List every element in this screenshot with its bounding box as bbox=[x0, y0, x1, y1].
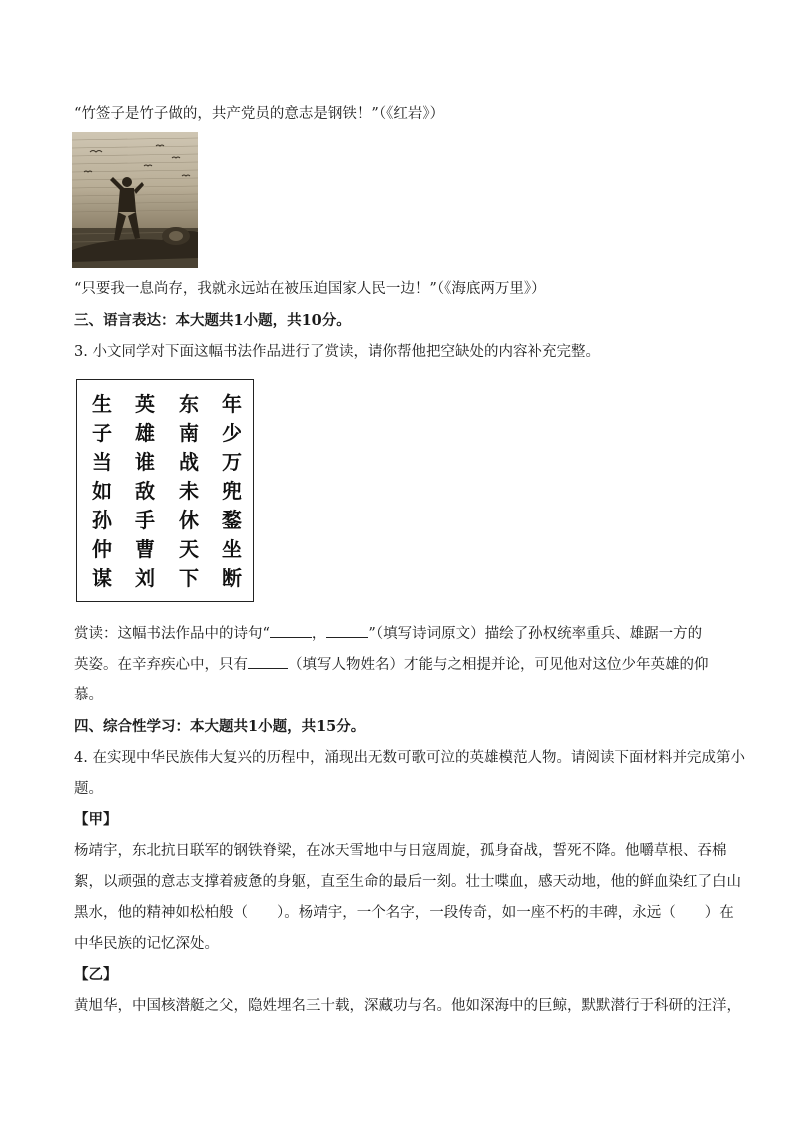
calligraphy-char: 如 bbox=[92, 479, 112, 503]
section3-heading: 三、语言表达：本大题共1小题，共10分。 bbox=[74, 312, 351, 329]
calligraphy-char: 谁 bbox=[135, 450, 155, 474]
calligraphy-char: 鍪 bbox=[222, 508, 242, 532]
calligraphy-char: 下 bbox=[179, 566, 199, 590]
calligraphy-char: 仲 bbox=[92, 537, 112, 561]
calligraphy-char: 子 bbox=[92, 421, 112, 445]
submarine-illustration bbox=[72, 132, 198, 268]
calligraphy-char: 南 bbox=[179, 421, 199, 445]
calligraphy-char: 当 bbox=[92, 450, 112, 474]
question-4-line-2: 题。 bbox=[74, 781, 103, 797]
appreciation-text: （填写人物姓名）才能与之相提并论，可见他对这位少年英雄的仰 bbox=[288, 657, 709, 673]
material-jia-line: 中华民族的记忆深处。 bbox=[74, 936, 219, 952]
answer-blank-1[interactable] bbox=[270, 623, 312, 638]
answer-blank-3[interactable] bbox=[248, 654, 288, 669]
calligraphy-artwork bbox=[76, 379, 254, 602]
calligraphy-char: 断 bbox=[222, 566, 242, 590]
calligraphy-char: 雄 bbox=[135, 421, 155, 445]
appreciation-line-1 bbox=[74, 623, 724, 644]
appreciation-text: 赏读：这幅书法作品中的诗句“ bbox=[74, 626, 270, 642]
calligraphy-char: 兜 bbox=[222, 479, 242, 503]
calligraphy-char: 英 bbox=[135, 392, 155, 416]
question-4-line-1: 4. 在实现中华民族伟大复兴的历程中，涌现出无数可歌可泣的英雄模范人物。请阅读下面材料并完成第小 bbox=[74, 750, 745, 766]
appreciation-text: ”（填写诗词原文）描绘了孙权统率重兵、雄踞一方的 bbox=[368, 626, 703, 642]
appreciation-text: 英姿。在辛弃疾心中，只有 bbox=[74, 657, 248, 673]
calligraphy-char: 坐 bbox=[222, 537, 242, 561]
calligraphy-char: 敌 bbox=[135, 479, 155, 503]
calligraphy-char: 战 bbox=[179, 450, 199, 474]
appreciation-line-3: 慕。 bbox=[74, 687, 103, 703]
calligraphy-column-2 bbox=[177, 390, 201, 593]
calligraphy-char: 少 bbox=[222, 421, 242, 445]
calligraphy-column-1 bbox=[220, 390, 244, 593]
material-yi-label: 【乙】 bbox=[74, 966, 118, 983]
material-jia-label: 【甲】 bbox=[74, 811, 118, 828]
calligraphy-char: 谋 bbox=[92, 566, 112, 590]
answer-blank-2[interactable] bbox=[326, 623, 368, 638]
calligraphy-char: 刘 bbox=[135, 566, 155, 590]
calligraphy-char: 生 bbox=[92, 392, 112, 416]
question-3: 3. 小文同学对下面这幅书法作品进行了赏读，请你帮他把空缺处的内容补充完整。 bbox=[74, 344, 600, 360]
appreciation-line-2 bbox=[74, 654, 724, 675]
calligraphy-char: 曹 bbox=[135, 537, 155, 561]
calligraphy-column-4 bbox=[90, 390, 114, 593]
calligraphy-char: 天 bbox=[179, 537, 199, 561]
calligraphy-char: 未 bbox=[179, 479, 199, 503]
section4-heading: 四、综合性学习：本大题共1小题，共15分。 bbox=[74, 718, 366, 735]
quote-haidi: “只要我一息尚存，我就永远站在被压迫国家人民一边！”（《海底两万里》） bbox=[74, 281, 546, 297]
calligraphy-column-3 bbox=[133, 390, 157, 593]
man-on-submarine-image bbox=[72, 132, 198, 268]
calligraphy-char: 万 bbox=[222, 450, 242, 474]
comma-separator: ， bbox=[311, 626, 327, 642]
calligraphy-char: 孙 bbox=[92, 508, 112, 532]
calligraphy-char: 年 bbox=[222, 392, 242, 416]
material-jia-line: 絮，以顽强的意志支撑着疲惫的身躯，直至生命的最后一刻。壮士喋血，感天动地，他的鲜血染红了白山 bbox=[74, 874, 741, 890]
quote-hongyan: “竹签子是竹子做的，共产党员的意志是钢铁！”（《红岩》） bbox=[74, 106, 445, 122]
material-jia-line: 杨靖宇，东北抗日联军的钢铁脊梁，在冰天雪地中与日寇周旋，孤身奋战，誓死不降。他嚼草根、吞棉 bbox=[74, 843, 727, 859]
material-jia-line: 黑水，他的精神如松柏般（ ）。杨靖宇，一个名字，一段传奇，如一座不朽的丰碑，永远（ ）在 bbox=[74, 905, 734, 921]
calligraphy-char: 东 bbox=[179, 392, 199, 416]
calligraphy-char: 手 bbox=[135, 508, 155, 532]
material-yi-line: 黄旭华，中国核潜艇之父，隐姓埋名三十载，深藏功与名。他如深海中的巨鲸，默默潜行于科研的汪洋， bbox=[74, 998, 741, 1014]
calligraphy-char: 休 bbox=[179, 508, 199, 532]
